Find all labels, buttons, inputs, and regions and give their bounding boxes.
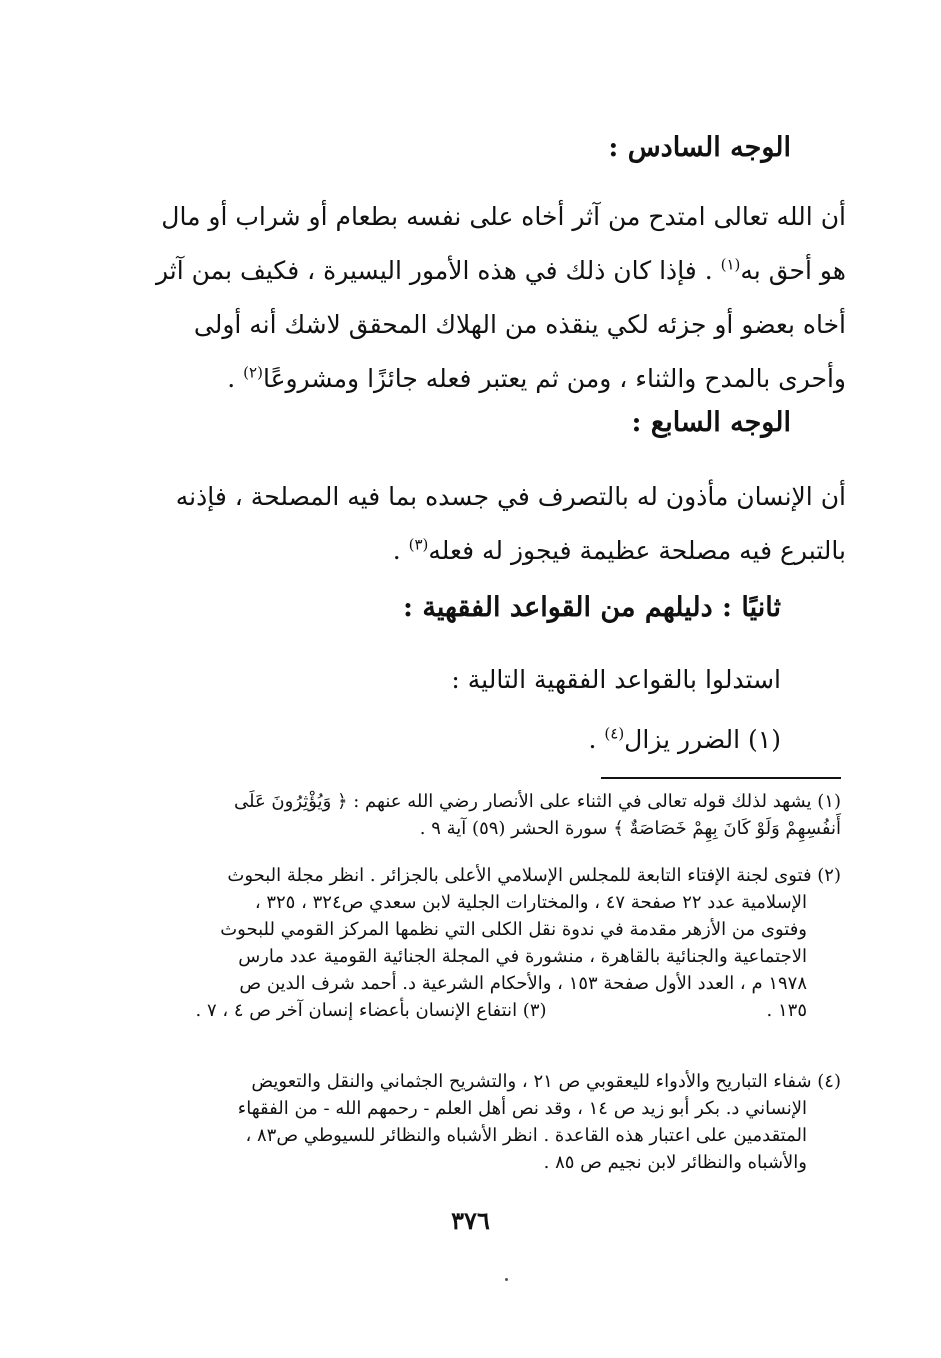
section-sixth-paragraph xyxy=(130,190,846,406)
scan-speck xyxy=(505,1278,508,1281)
footnote-3: (٣) انتفاع الإنسان بأعضاء إنسان آخر ص ٤ ، ٧ . xyxy=(195,1000,547,1021)
footnote-line: الإنساني د. بكر أبو زيد ص ١٤ ، وقد نص أهل العلم - رحمهم الله - من الفقهاء xyxy=(237,1098,807,1119)
paragraph-line: أن الله تعالى امتدح من آثر أخاه على نفسه بطعام أو شراب أو مال xyxy=(161,202,846,231)
footnote-line: وفتوى من الأزهر مقدمة في ندوة نقل الكلى التي نظمها المركز القومي للبحوث xyxy=(220,919,807,940)
footnote-1 xyxy=(130,788,841,842)
rule-text: (١) الضرر يزال xyxy=(624,725,781,754)
paragraph-text: بالتبرع فيه مصلحة عظيمة فيجوز له فعله xyxy=(428,536,846,565)
footnote-line: الاجتماعية والجنائية بالقاهرة ، منشورة في المجلة الجنائية القومية عدد مارس xyxy=(238,946,807,967)
footnote-line: المتقدمين على اعتبار هذه القاعدة . انظر الأشباه والنظائر للسيوطي ص٨٣ ، xyxy=(245,1125,807,1146)
footnote-line: (٤) شفاء التباريح والأدواء لليعقوبي ص ٢١ ، والتشريح الجثماني والنقل والتعويض xyxy=(251,1071,841,1092)
footnote-4 xyxy=(130,1068,841,1176)
paragraph-text: وأحرى بالمدح والثناء ، ومن ثم يعتبر فعله جائزًا ومشروعًا xyxy=(262,364,846,393)
paragraph-line: أن الإنسان مأذون له بالتصرف في جسده بما فيه المصلحة ، فإذنه xyxy=(175,482,846,511)
paragraph-text: . فإذا كان ذلك في هذه الأمور اليسيرة ، فكيف بمن آثر xyxy=(155,256,721,285)
paragraph-line xyxy=(130,244,846,298)
paragraph-line: أخاه بعضو أو جزئه لكي ينقذه من الهلاك المحقق لاشك أنه أولى xyxy=(193,310,846,339)
footnote-ref-3[interactable]: (٣) xyxy=(408,535,429,554)
paragraph-line xyxy=(130,524,846,578)
footnote-ref-1[interactable]: (١) xyxy=(720,255,741,274)
rule-text-end: . xyxy=(588,725,605,754)
footnote-divider xyxy=(601,777,841,779)
paragraph-text: . xyxy=(392,536,409,565)
paragraph-text: . xyxy=(227,364,244,393)
section-heading-second: ثانيًا : دليلهم من القواعد الفقهية : xyxy=(403,592,781,623)
footnote-line: والأشباه والنظائر لابن نجيم ص ٨٥ . xyxy=(543,1152,807,1173)
footnote-line: (٢) فتوى لجنة الإفتاء التابعة للمجلس الإسلامي الأعلى بالجزائر . انظر مجلة البحوث xyxy=(227,865,841,886)
section-heading-seventh: الوجه السابع : xyxy=(631,407,791,438)
footnote-line: ١٩٧٨ م ، العدد الأول صفحة ١٥٣ ، والأحكام الشرعية د. أحمد شرف الدين ص xyxy=(239,973,807,994)
footnote-ref-2[interactable]: (٢) xyxy=(243,363,263,382)
section-seventh-paragraph xyxy=(130,470,846,578)
footnote-2-and-3 xyxy=(130,862,841,1024)
rules-intro: استدلوا بالقواعد الفقهية التالية : xyxy=(451,665,781,694)
footnote-ref-4[interactable]: (٤) xyxy=(604,724,625,743)
footnote-text: ١٣٥ . xyxy=(766,1000,807,1021)
rule-item-1 xyxy=(588,720,781,760)
footnote-line: (١) يشهد لذلك قوله تعالى في الثناء على الأنصار رضي الله عنهم : ﴿ وَيُؤْثِرُونَ عَلَى xyxy=(233,791,841,812)
section-heading-sixth: الوجه السادس : xyxy=(608,132,791,163)
footnote-line xyxy=(130,997,841,1024)
page-number: ٣٧٦ xyxy=(451,1206,490,1235)
paragraph-text: هو أحق به xyxy=(740,256,846,285)
paragraph-line xyxy=(130,352,846,406)
footnote-line: أَنفُسِهِمْ وَلَوْ كَانَ بِهِمْ خَصَاصَةٌ ﴾ سورة الحشر (٥٩) آية ٩ . xyxy=(419,818,841,839)
footnote-line: الإسلامية عدد ٢٢ صفحة ٤٧ ، والمختارات الجلية لابن سعدي ص٣٢٤ ، ٣٢٥ ، xyxy=(254,892,807,913)
